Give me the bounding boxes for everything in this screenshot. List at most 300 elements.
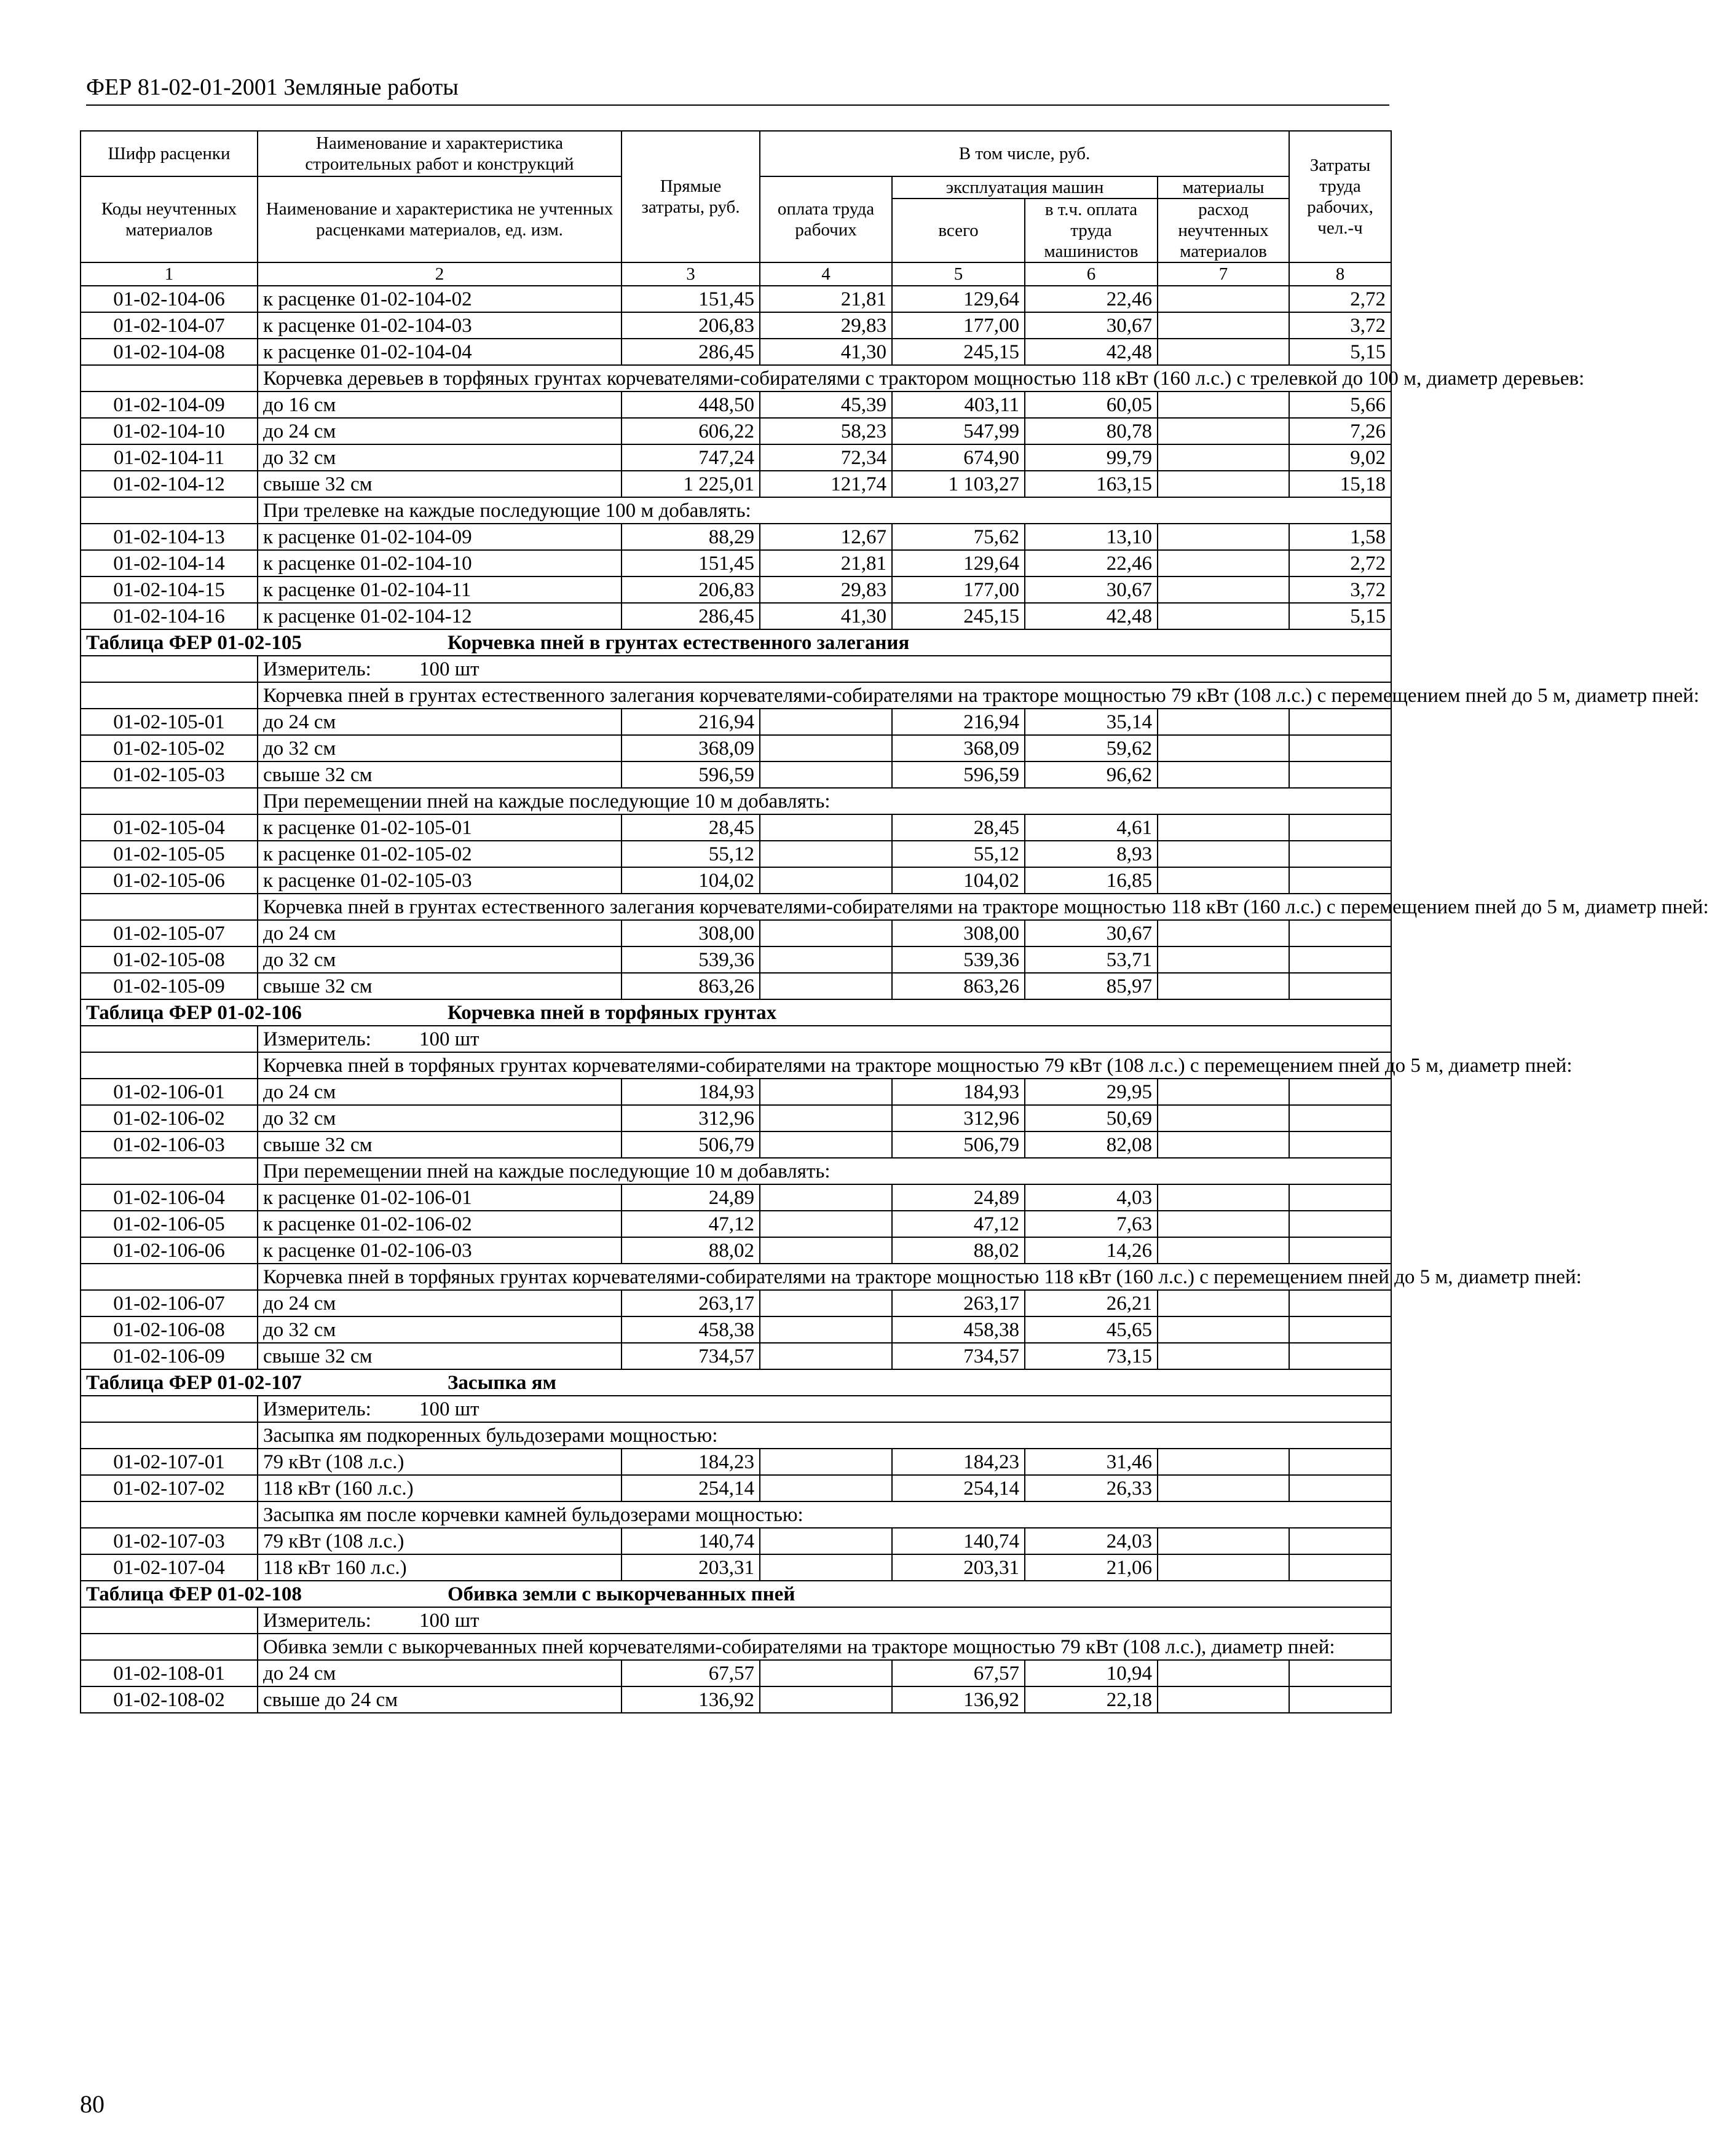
machine-total: 47,12 bbox=[892, 1211, 1025, 1237]
rate-name: свыше до 24 см bbox=[258, 1686, 622, 1713]
direct-cost: 184,23 bbox=[622, 1449, 760, 1475]
section-title bbox=[81, 629, 1391, 656]
description-row bbox=[81, 1264, 1391, 1290]
table-header bbox=[81, 131, 1391, 286]
table-body bbox=[81, 286, 1709, 1713]
worker-wage: 12,67 bbox=[760, 524, 892, 550]
machine-total: 312,96 bbox=[892, 1105, 1025, 1131]
direct-cost: 216,94 bbox=[622, 709, 760, 735]
worker-wage bbox=[760, 1554, 892, 1581]
table-row bbox=[81, 1449, 1391, 1475]
measure-label: Измеритель: bbox=[263, 1609, 371, 1632]
measure-spacer bbox=[81, 1396, 258, 1422]
section-title-row bbox=[81, 1581, 1391, 1607]
direct-cost: 203,31 bbox=[622, 1554, 760, 1581]
table-row bbox=[81, 1475, 1391, 1501]
machinist-wage: 22,18 bbox=[1025, 1686, 1158, 1713]
labor-cost bbox=[1289, 1554, 1391, 1581]
measure-row bbox=[81, 1607, 1391, 1634]
rate-code: 01-02-106-05 bbox=[81, 1211, 258, 1237]
machinist-wage: 30,67 bbox=[1025, 312, 1158, 339]
rate-name: к расценке 01-02-104-04 bbox=[258, 339, 622, 365]
rate-name: 79 кВт (108 л.с.) bbox=[258, 1528, 622, 1554]
machinist-wage: 24,03 bbox=[1025, 1528, 1158, 1554]
materials bbox=[1158, 1184, 1289, 1211]
direct-cost: 140,74 bbox=[622, 1528, 760, 1554]
direct-cost: 368,09 bbox=[622, 735, 760, 761]
worker-wage bbox=[760, 1660, 892, 1686]
table-row bbox=[81, 920, 1391, 946]
worker-wage: 29,83 bbox=[760, 576, 892, 603]
table-row bbox=[81, 1660, 1391, 1686]
rate-code: 01-02-105-07 bbox=[81, 920, 258, 946]
labor-cost bbox=[1289, 709, 1391, 735]
col-name2-header: Наименование и характеристика не учтенных расценками материалов, ед. изм. bbox=[258, 176, 622, 262]
rate-name: к расценке 01-02-104-02 bbox=[258, 286, 622, 312]
col-number: 3 bbox=[622, 262, 760, 286]
machinist-wage: 60,05 bbox=[1025, 391, 1158, 418]
machinist-wage: 16,85 bbox=[1025, 867, 1158, 894]
machinist-wage: 13,10 bbox=[1025, 524, 1158, 550]
direct-cost: 67,57 bbox=[622, 1660, 760, 1686]
worker-wage: 121,74 bbox=[760, 471, 892, 497]
machinist-wage: 31,46 bbox=[1025, 1449, 1158, 1475]
machinist-wage: 80,78 bbox=[1025, 418, 1158, 444]
col-mach-total-header: всего bbox=[892, 199, 1025, 262]
materials bbox=[1158, 867, 1289, 894]
direct-cost: 734,57 bbox=[622, 1343, 760, 1369]
col-number: 7 bbox=[1158, 262, 1289, 286]
col-mach-wage-header: в т.ч. оплата труда машинистов bbox=[1025, 199, 1158, 262]
rate-name: до 24 см bbox=[258, 709, 622, 735]
rate-code: 01-02-105-09 bbox=[81, 973, 258, 999]
rate-code: 01-02-107-03 bbox=[81, 1528, 258, 1554]
materials bbox=[1158, 1528, 1289, 1554]
machinist-wage: 96,62 bbox=[1025, 761, 1158, 788]
direct-cost: 286,45 bbox=[622, 603, 760, 629]
description-spacer bbox=[81, 1264, 258, 1290]
materials bbox=[1158, 576, 1289, 603]
machine-total: 216,94 bbox=[892, 709, 1025, 735]
direct-cost: 206,83 bbox=[622, 312, 760, 339]
machine-total: 24,89 bbox=[892, 1184, 1025, 1211]
measure-spacer bbox=[81, 1026, 258, 1052]
labor-cost: 5,15 bbox=[1289, 603, 1391, 629]
materials bbox=[1158, 814, 1289, 841]
rate-name: к расценке 01-02-106-01 bbox=[258, 1184, 622, 1211]
rate-code: 01-02-104-06 bbox=[81, 286, 258, 312]
rate-code: 01-02-108-01 bbox=[81, 1660, 258, 1686]
table-row bbox=[81, 471, 1391, 497]
table-row bbox=[81, 1686, 1391, 1713]
direct-cost: 1 225,01 bbox=[622, 471, 760, 497]
direct-cost: 606,22 bbox=[622, 418, 760, 444]
rate-code: 01-02-104-08 bbox=[81, 339, 258, 365]
description-text: При перемещении пней на каждые последующие 10 м добавлять: bbox=[258, 1158, 1391, 1184]
labor-cost: 1,58 bbox=[1289, 524, 1391, 550]
materials bbox=[1158, 1475, 1289, 1501]
measure-spacer bbox=[81, 656, 258, 682]
description-text: Корчевка пней в торфяных грунтах корчевателями-собирателями на тракторе мощностью 79 кВт (108 л.с.) с перемещением пней до 5 м, диаметр пней: bbox=[258, 1052, 1391, 1079]
table-row bbox=[81, 1105, 1391, 1131]
col-code-header: Шифр расценки bbox=[81, 131, 258, 176]
machinist-wage: 163,15 bbox=[1025, 471, 1158, 497]
materials bbox=[1158, 1105, 1289, 1131]
description-text: Засыпка ям после корчевки камней бульдозерами мощностью: bbox=[258, 1501, 1391, 1528]
rate-name: к расценке 01-02-104-12 bbox=[258, 603, 622, 629]
materials bbox=[1158, 761, 1289, 788]
labor-cost: 3,72 bbox=[1289, 312, 1391, 339]
rate-code: 01-02-104-12 bbox=[81, 471, 258, 497]
rate-name: к расценке 01-02-106-02 bbox=[258, 1211, 622, 1237]
section-title bbox=[81, 999, 1391, 1026]
rate-code: 01-02-105-05 bbox=[81, 841, 258, 867]
materials bbox=[1158, 603, 1289, 629]
direct-cost: 308,00 bbox=[622, 920, 760, 946]
labor-cost bbox=[1289, 1660, 1391, 1686]
materials bbox=[1158, 1554, 1289, 1581]
labor-cost bbox=[1289, 920, 1391, 946]
worker-wage bbox=[760, 1211, 892, 1237]
col-name-header: Наименование и характеристика строительных работ и конструкций bbox=[258, 131, 622, 176]
description-row bbox=[81, 1052, 1391, 1079]
rate-name: 118 кВт 160 л.с.) bbox=[258, 1554, 622, 1581]
labor-cost bbox=[1289, 1528, 1391, 1554]
description-spacer bbox=[81, 788, 258, 814]
direct-cost: 88,02 bbox=[622, 1237, 760, 1264]
worker-wage: 45,39 bbox=[760, 391, 892, 418]
description-text: Корчевка деревьев в торфяных грунтах корчевателями-собирателями с трактором мощностью 118 кВт (160 л.с.) с трелевкой до 100 м, диаметр деревьев: bbox=[258, 365, 1391, 391]
rate-code: 01-02-107-01 bbox=[81, 1449, 258, 1475]
direct-cost: 254,14 bbox=[622, 1475, 760, 1501]
rate-code: 01-02-107-02 bbox=[81, 1475, 258, 1501]
materials bbox=[1158, 1290, 1289, 1316]
table-row bbox=[81, 1131, 1391, 1158]
measure-unit bbox=[258, 1026, 1391, 1052]
rate-name: свыше 32 см bbox=[258, 761, 622, 788]
table-row bbox=[81, 312, 1391, 339]
labor-cost: 7,26 bbox=[1289, 418, 1391, 444]
machine-total: 674,90 bbox=[892, 444, 1025, 471]
rate-code: 01-02-105-06 bbox=[81, 867, 258, 894]
worker-wage bbox=[760, 1343, 892, 1369]
machinist-wage: 35,14 bbox=[1025, 709, 1158, 735]
labor-cost bbox=[1289, 1475, 1391, 1501]
rate-code: 01-02-104-09 bbox=[81, 391, 258, 418]
rate-code: 01-02-104-11 bbox=[81, 444, 258, 471]
machine-total: 245,15 bbox=[892, 603, 1025, 629]
machine-total: 177,00 bbox=[892, 312, 1025, 339]
worker-wage: 21,81 bbox=[760, 550, 892, 576]
rate-code: 01-02-106-01 bbox=[81, 1079, 258, 1105]
materials bbox=[1158, 735, 1289, 761]
materials bbox=[1158, 1237, 1289, 1264]
rate-name: свыше 32 см bbox=[258, 1131, 622, 1158]
table-row bbox=[81, 973, 1391, 999]
table-row bbox=[81, 576, 1391, 603]
worker-wage bbox=[760, 735, 892, 761]
machinist-wage: 4,61 bbox=[1025, 814, 1158, 841]
labor-cost: 3,72 bbox=[1289, 576, 1391, 603]
materials bbox=[1158, 339, 1289, 365]
labor-cost bbox=[1289, 973, 1391, 999]
worker-wage bbox=[760, 1105, 892, 1131]
rate-name: к расценке 01-02-106-03 bbox=[258, 1237, 622, 1264]
table-row bbox=[81, 391, 1391, 418]
machinist-wage: 22,46 bbox=[1025, 286, 1158, 312]
labor-cost bbox=[1289, 1105, 1391, 1131]
section-title bbox=[81, 1581, 1391, 1607]
materials bbox=[1158, 524, 1289, 550]
direct-cost: 506,79 bbox=[622, 1131, 760, 1158]
running-header bbox=[86, 73, 1389, 106]
table-title: Корчевка пней в грунтах естественного залегания bbox=[448, 631, 910, 654]
rate-code: 01-02-105-03 bbox=[81, 761, 258, 788]
machine-total: 67,57 bbox=[892, 1660, 1025, 1686]
rate-name: свыше 32 см bbox=[258, 973, 622, 999]
labor-cost: 2,72 bbox=[1289, 286, 1391, 312]
machinist-wage: 29,95 bbox=[1025, 1079, 1158, 1105]
table-row bbox=[81, 603, 1391, 629]
rate-name: до 24 см bbox=[258, 1660, 622, 1686]
materials bbox=[1158, 946, 1289, 973]
rate-name: до 16 см bbox=[258, 391, 622, 418]
measure-unit bbox=[258, 1607, 1391, 1634]
labor-cost: 15,18 bbox=[1289, 471, 1391, 497]
materials bbox=[1158, 1449, 1289, 1475]
table-row bbox=[81, 1079, 1391, 1105]
rate-name: к расценке 01-02-105-02 bbox=[258, 841, 622, 867]
description-spacer bbox=[81, 1501, 258, 1528]
worker-wage: 41,30 bbox=[760, 339, 892, 365]
machine-total: 308,00 bbox=[892, 920, 1025, 946]
materials bbox=[1158, 286, 1289, 312]
rates-table-wrapper bbox=[80, 130, 1709, 1713]
measure-label: Измеритель: bbox=[263, 1398, 371, 1420]
rates-table bbox=[80, 130, 1709, 1713]
machinist-wage: 21,06 bbox=[1025, 1554, 1158, 1581]
materials bbox=[1158, 391, 1289, 418]
direct-cost: 47,12 bbox=[622, 1211, 760, 1237]
col-incl-header: В том числе, руб. bbox=[760, 131, 1289, 176]
direct-cost: 184,93 bbox=[622, 1079, 760, 1105]
description-row bbox=[81, 365, 1391, 391]
direct-cost: 104,02 bbox=[622, 867, 760, 894]
col-labor-header: Затраты труда рабочих, чел.-ч bbox=[1289, 131, 1391, 262]
table-row bbox=[81, 286, 1391, 312]
table-title: Засыпка ям bbox=[448, 1371, 556, 1394]
rate-code: 01-02-104-14 bbox=[81, 550, 258, 576]
direct-cost: 539,36 bbox=[622, 946, 760, 973]
measure-value: 100 шт bbox=[419, 1398, 480, 1420]
direct-cost: 596,59 bbox=[622, 761, 760, 788]
measure-row bbox=[81, 1026, 1391, 1052]
rate-name: к расценке 01-02-104-03 bbox=[258, 312, 622, 339]
table-row bbox=[81, 1237, 1391, 1264]
table-row bbox=[81, 867, 1391, 894]
direct-cost: 458,38 bbox=[622, 1316, 760, 1343]
table-row bbox=[81, 814, 1391, 841]
description-spacer bbox=[81, 1422, 258, 1449]
materials bbox=[1158, 550, 1289, 576]
measure-unit bbox=[258, 656, 1391, 682]
labor-cost bbox=[1289, 735, 1391, 761]
labor-cost bbox=[1289, 946, 1391, 973]
direct-cost: 55,12 bbox=[622, 841, 760, 867]
col-mat-expense-header: расход неучтенных материалов bbox=[1158, 199, 1289, 262]
machinist-wage: 82,08 bbox=[1025, 1131, 1158, 1158]
machine-total: 547,99 bbox=[892, 418, 1025, 444]
table-row bbox=[81, 1316, 1391, 1343]
description-row bbox=[81, 497, 1391, 524]
col-code2-header: Коды неучтенных материалов bbox=[81, 176, 258, 262]
description-row bbox=[81, 788, 1391, 814]
description-row bbox=[81, 1501, 1391, 1528]
machine-total: 129,64 bbox=[892, 286, 1025, 312]
machine-total: 539,36 bbox=[892, 946, 1025, 973]
worker-wage bbox=[760, 1184, 892, 1211]
direct-cost: 263,17 bbox=[622, 1290, 760, 1316]
machine-total: 88,02 bbox=[892, 1237, 1025, 1264]
machine-total: 245,15 bbox=[892, 339, 1025, 365]
table-row bbox=[81, 1211, 1391, 1237]
rate-name: 118 кВт (160 л.с.) bbox=[258, 1475, 622, 1501]
description-row bbox=[81, 1634, 1391, 1660]
description-text: Корчевка пней в грунтах естественного залегания корчевателями-собирателями на тракторе мощностью 118 кВт (160 л.с.) с перемещением пней до 5 м, диаметр пней: bbox=[258, 894, 1391, 920]
description-text: Засыпка ям подкоренных бульдозерами мощностью: bbox=[258, 1422, 1391, 1449]
description-row bbox=[81, 894, 1391, 920]
machine-total: 55,12 bbox=[892, 841, 1025, 867]
worker-wage bbox=[760, 709, 892, 735]
description-spacer bbox=[81, 365, 258, 391]
table-row bbox=[81, 1528, 1391, 1554]
worker-wage bbox=[760, 1290, 892, 1316]
worker-wage bbox=[760, 1237, 892, 1264]
materials bbox=[1158, 920, 1289, 946]
measure-label: Измеритель: bbox=[263, 1028, 371, 1050]
machine-total: 203,31 bbox=[892, 1554, 1025, 1581]
table-row bbox=[81, 1184, 1391, 1211]
labor-cost: 5,15 bbox=[1289, 339, 1391, 365]
labor-cost bbox=[1289, 1290, 1391, 1316]
measure-value: 100 шт bbox=[419, 1609, 480, 1632]
worker-wage bbox=[760, 1079, 892, 1105]
worker-wage bbox=[760, 867, 892, 894]
direct-cost: 863,26 bbox=[622, 973, 760, 999]
machinist-wage: 73,15 bbox=[1025, 1343, 1158, 1369]
direct-cost: 151,45 bbox=[622, 550, 760, 576]
machinist-wage: 8,93 bbox=[1025, 841, 1158, 867]
rate-code: 01-02-105-08 bbox=[81, 946, 258, 973]
col-number: 1 bbox=[81, 262, 258, 286]
section-title-row bbox=[81, 629, 1391, 656]
materials bbox=[1158, 841, 1289, 867]
machinist-wage: 4,03 bbox=[1025, 1184, 1158, 1211]
rate-name: к расценке 01-02-104-10 bbox=[258, 550, 622, 576]
materials bbox=[1158, 471, 1289, 497]
description-spacer bbox=[81, 1158, 258, 1184]
machine-total: 129,64 bbox=[892, 550, 1025, 576]
worker-wage bbox=[760, 1686, 892, 1713]
rate-code: 01-02-105-01 bbox=[81, 709, 258, 735]
labor-cost bbox=[1289, 1079, 1391, 1105]
materials bbox=[1158, 1660, 1289, 1686]
description-spacer bbox=[81, 1052, 258, 1079]
materials bbox=[1158, 1211, 1289, 1237]
measure-unit bbox=[258, 1396, 1391, 1422]
labor-cost bbox=[1289, 1316, 1391, 1343]
machinist-wage: 30,67 bbox=[1025, 920, 1158, 946]
machinist-wage: 7,63 bbox=[1025, 1211, 1158, 1237]
machinist-wage: 50,69 bbox=[1025, 1105, 1158, 1131]
machinist-wage: 22,46 bbox=[1025, 550, 1158, 576]
machinist-wage: 45,65 bbox=[1025, 1316, 1158, 1343]
machinist-wage: 10,94 bbox=[1025, 1660, 1158, 1686]
labor-cost bbox=[1289, 1131, 1391, 1158]
direct-cost: 151,45 bbox=[622, 286, 760, 312]
machine-total: 1 103,27 bbox=[892, 471, 1025, 497]
col-number: 8 bbox=[1289, 262, 1391, 286]
table-title: Корчевка пней в торфяных грунтах bbox=[448, 1001, 777, 1024]
worker-wage bbox=[760, 973, 892, 999]
labor-cost bbox=[1289, 1343, 1391, 1369]
machinist-wage: 53,71 bbox=[1025, 946, 1158, 973]
labor-cost: 5,66 bbox=[1289, 391, 1391, 418]
measure-row bbox=[81, 656, 1391, 682]
rate-code: 01-02-104-07 bbox=[81, 312, 258, 339]
labor-cost bbox=[1289, 1184, 1391, 1211]
machine-total: 75,62 bbox=[892, 524, 1025, 550]
materials bbox=[1158, 1343, 1289, 1369]
materials bbox=[1158, 418, 1289, 444]
direct-cost: 448,50 bbox=[622, 391, 760, 418]
direct-cost: 747,24 bbox=[622, 444, 760, 471]
table-row bbox=[81, 339, 1391, 365]
machine-total: 506,79 bbox=[892, 1131, 1025, 1158]
table-row bbox=[81, 841, 1391, 867]
machine-total: 403,11 bbox=[892, 391, 1025, 418]
machinist-wage: 14,26 bbox=[1025, 1237, 1158, 1264]
rate-code: 01-02-106-07 bbox=[81, 1290, 258, 1316]
table-number: Таблица ФЕР 01-02-107 bbox=[86, 1371, 302, 1394]
materials bbox=[1158, 1079, 1289, 1105]
machine-total: 136,92 bbox=[892, 1686, 1025, 1713]
table-row bbox=[81, 524, 1391, 550]
description-text: Корчевка пней в торфяных грунтах корчевателями-собирателями на тракторе мощностью 118 кВт (160 л.с.) с перемещением пней до 5 м, диаметр пней: bbox=[258, 1264, 1391, 1290]
machinist-wage: 59,62 bbox=[1025, 735, 1158, 761]
materials bbox=[1158, 312, 1289, 339]
labor-cost: 9,02 bbox=[1289, 444, 1391, 471]
labor-cost bbox=[1289, 761, 1391, 788]
table-row bbox=[81, 946, 1391, 973]
labor-cost bbox=[1289, 814, 1391, 841]
table-row bbox=[81, 418, 1391, 444]
machine-total: 263,17 bbox=[892, 1290, 1025, 1316]
section-title bbox=[81, 1369, 1391, 1396]
page-number: 80 bbox=[80, 2090, 105, 2118]
direct-cost: 88,29 bbox=[622, 524, 760, 550]
labor-cost: 2,72 bbox=[1289, 550, 1391, 576]
machine-total: 184,23 bbox=[892, 1449, 1025, 1475]
worker-wage bbox=[760, 946, 892, 973]
table-number: Таблица ФЕР 01-02-106 bbox=[86, 1001, 302, 1024]
col-number: 2 bbox=[258, 262, 622, 286]
col-number: 4 bbox=[760, 262, 892, 286]
table-row bbox=[81, 1554, 1391, 1581]
table-row bbox=[81, 1343, 1391, 1369]
direct-cost: 206,83 bbox=[622, 576, 760, 603]
worker-wage bbox=[760, 841, 892, 867]
